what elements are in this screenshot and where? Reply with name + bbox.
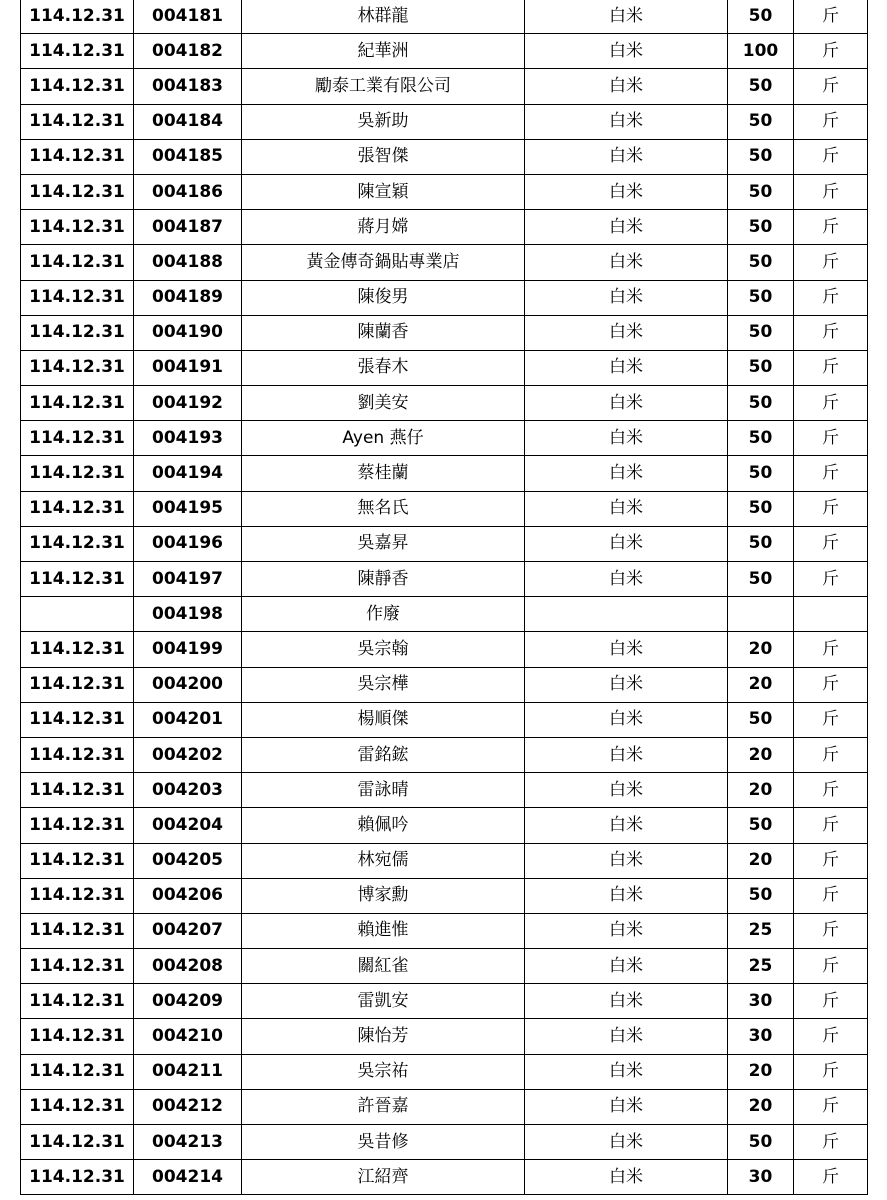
item-cell: 白米 [525, 456, 728, 491]
table-row [21, 597, 868, 632]
unit-cell: 斤 [794, 949, 868, 984]
date-cell: 114.12.31 [21, 34, 134, 69]
receipt-number-cell: 004185 [134, 139, 242, 174]
item-cell: 白米 [525, 0, 728, 34]
quantity-cell: 50 [728, 350, 794, 385]
quantity-cell: 20 [728, 773, 794, 808]
donor-name-cell: Ayen 燕仔 [242, 421, 525, 456]
unit-cell: 斤 [794, 632, 868, 667]
receipt-number-cell: 004204 [134, 808, 242, 843]
date-cell: 114.12.31 [21, 1160, 134, 1195]
donor-name-cell: 無名氏 [242, 491, 525, 526]
date-cell: 114.12.31 [21, 808, 134, 843]
date-cell: 114.12.31 [21, 737, 134, 772]
donor-name-cell: 張春木 [242, 350, 525, 385]
receipt-number-cell: 004199 [134, 632, 242, 667]
date-cell: 114.12.31 [21, 702, 134, 737]
table-body [21, 0, 868, 1195]
unit-cell: 斤 [794, 1125, 868, 1160]
unit-cell: 斤 [794, 315, 868, 350]
date-cell: 114.12.31 [21, 949, 134, 984]
table-row [21, 843, 868, 878]
unit-cell: 斤 [794, 913, 868, 948]
table-row [21, 0, 868, 34]
quantity-cell: 30 [728, 1160, 794, 1195]
unit-cell: 斤 [794, 174, 868, 209]
date-cell: 114.12.31 [21, 456, 134, 491]
table-row [21, 526, 868, 561]
item-cell: 白米 [525, 1019, 728, 1054]
unit-cell: 斤 [794, 104, 868, 139]
donor-name-cell: 吳昔修 [242, 1125, 525, 1160]
item-cell: 白米 [525, 737, 728, 772]
item-cell: 白米 [525, 245, 728, 280]
item-cell: 白米 [525, 421, 728, 456]
quantity-cell: 50 [728, 280, 794, 315]
donor-name-cell: 陳靜香 [242, 562, 525, 597]
receipt-number-cell: 004189 [134, 280, 242, 315]
unit-cell: 斤 [794, 386, 868, 421]
unit-cell: 斤 [794, 456, 868, 491]
receipt-number-cell: 004203 [134, 773, 242, 808]
quantity-cell: 50 [728, 491, 794, 526]
donor-name-cell: 吳宗樺 [242, 667, 525, 702]
donor-name-cell: 陳怡芳 [242, 1019, 525, 1054]
donor-name-cell: 博家勳 [242, 878, 525, 913]
item-cell: 白米 [525, 104, 728, 139]
receipt-number-cell: 004195 [134, 491, 242, 526]
donor-name-cell: 雷詠晴 [242, 773, 525, 808]
table-row [21, 1160, 868, 1195]
table-row [21, 280, 868, 315]
date-cell: 114.12.31 [21, 0, 134, 34]
item-cell: 白米 [525, 702, 728, 737]
table-row [21, 1125, 868, 1160]
date-cell: 114.12.31 [21, 491, 134, 526]
item-cell: 白米 [525, 984, 728, 1019]
quantity-cell: 20 [728, 632, 794, 667]
receipt-number-cell: 004181 [134, 0, 242, 34]
donor-name-cell: 陳俊男 [242, 280, 525, 315]
item-cell: 白米 [525, 280, 728, 315]
item-cell: 白米 [525, 34, 728, 69]
receipt-number-cell: 004192 [134, 386, 242, 421]
receipt-number-cell: 004212 [134, 1089, 242, 1124]
receipt-number-cell: 004197 [134, 562, 242, 597]
table-row [21, 456, 868, 491]
receipt-number-cell: 004201 [134, 702, 242, 737]
date-cell: 114.12.31 [21, 104, 134, 139]
date-cell: 114.12.31 [21, 315, 134, 350]
item-cell: 白米 [525, 526, 728, 561]
receipt-number-cell: 004193 [134, 421, 242, 456]
receipt-number-cell: 004194 [134, 456, 242, 491]
donor-name-cell: 陳蘭香 [242, 315, 525, 350]
item-cell: 白米 [525, 632, 728, 667]
unit-cell: 斤 [794, 667, 868, 702]
donor-name-cell: 張智傑 [242, 139, 525, 174]
donor-name-cell: 作廢 [242, 597, 525, 632]
unit-cell: 斤 [794, 245, 868, 280]
table-row [21, 913, 868, 948]
date-cell: 114.12.31 [21, 210, 134, 245]
quantity-cell: 50 [728, 386, 794, 421]
receipt-number-cell: 004206 [134, 878, 242, 913]
date-cell: 114.12.31 [21, 1089, 134, 1124]
receipt-number-cell: 004207 [134, 913, 242, 948]
table-row [21, 350, 868, 385]
date-cell: 114.12.31 [21, 386, 134, 421]
receipt-number-cell: 004211 [134, 1054, 242, 1089]
donor-name-cell: 關紅雀 [242, 949, 525, 984]
date-cell: 114.12.31 [21, 984, 134, 1019]
item-cell: 白米 [525, 69, 728, 104]
table-row [21, 245, 868, 280]
receipt-number-cell: 004187 [134, 210, 242, 245]
unit-cell: 斤 [794, 139, 868, 174]
item-cell: 白米 [525, 808, 728, 843]
item-cell [525, 597, 728, 632]
unit-cell: 斤 [794, 1089, 868, 1124]
table-row [21, 210, 868, 245]
quantity-cell: 50 [728, 421, 794, 456]
table-row [21, 949, 868, 984]
unit-cell: 斤 [794, 491, 868, 526]
donor-name-cell: 吳宗翰 [242, 632, 525, 667]
unit-cell: 斤 [794, 421, 868, 456]
quantity-cell: 20 [728, 667, 794, 702]
table-row [21, 562, 868, 597]
item-cell: 白米 [525, 773, 728, 808]
item-cell: 白米 [525, 1160, 728, 1195]
date-cell: 114.12.31 [21, 280, 134, 315]
table-row [21, 702, 868, 737]
donor-name-cell: 楊順傑 [242, 702, 525, 737]
donor-name-cell: 許晉嘉 [242, 1089, 525, 1124]
date-cell: 114.12.31 [21, 562, 134, 597]
quantity-cell: 20 [728, 843, 794, 878]
item-cell: 白米 [525, 562, 728, 597]
quantity-cell: 20 [728, 737, 794, 772]
quantity-cell: 50 [728, 562, 794, 597]
donor-name-cell: 紀華洲 [242, 34, 525, 69]
receipt-number-cell: 004182 [134, 34, 242, 69]
item-cell: 白米 [525, 210, 728, 245]
table-row [21, 1089, 868, 1124]
table-row [21, 1054, 868, 1089]
receipt-number-cell: 004196 [134, 526, 242, 561]
quantity-cell: 50 [728, 69, 794, 104]
unit-cell: 斤 [794, 1054, 868, 1089]
quantity-cell: 50 [728, 174, 794, 209]
receipt-number-cell: 004209 [134, 984, 242, 1019]
quantity-cell: 50 [728, 878, 794, 913]
item-cell: 白米 [525, 949, 728, 984]
date-cell: 114.12.31 [21, 421, 134, 456]
unit-cell [794, 597, 868, 632]
donor-name-cell: 吳嘉昇 [242, 526, 525, 561]
unit-cell: 斤 [794, 1019, 868, 1054]
quantity-cell: 25 [728, 913, 794, 948]
table-row [21, 174, 868, 209]
item-cell: 白米 [525, 139, 728, 174]
receipt-number-cell: 004188 [134, 245, 242, 280]
quantity-cell: 50 [728, 104, 794, 139]
donor-name-cell: 黃金傳奇鍋貼專業店 [242, 245, 525, 280]
donor-name-cell: 陳宣穎 [242, 174, 525, 209]
receipt-number-cell: 004208 [134, 949, 242, 984]
date-cell: 114.12.31 [21, 843, 134, 878]
donor-name-cell: 勵泰工業有限公司 [242, 69, 525, 104]
donor-name-cell: 賴進惟 [242, 913, 525, 948]
unit-cell: 斤 [794, 526, 868, 561]
date-cell: 114.12.31 [21, 773, 134, 808]
receipt-number-cell: 004190 [134, 315, 242, 350]
unit-cell: 斤 [794, 1160, 868, 1195]
item-cell: 白米 [525, 878, 728, 913]
quantity-cell: 20 [728, 1054, 794, 1089]
donor-name-cell: 江紹齊 [242, 1160, 525, 1195]
date-cell: 114.12.31 [21, 1054, 134, 1089]
item-cell: 白米 [525, 667, 728, 702]
receipt-number-cell: 004198 [134, 597, 242, 632]
table-row [21, 386, 868, 421]
quantity-cell: 50 [728, 139, 794, 174]
table-row [21, 69, 868, 104]
date-cell: 114.12.31 [21, 1125, 134, 1160]
date-cell: 114.12.31 [21, 245, 134, 280]
unit-cell: 斤 [794, 562, 868, 597]
item-cell: 白米 [525, 491, 728, 526]
unit-cell: 斤 [794, 350, 868, 385]
donor-name-cell: 吳宗祐 [242, 1054, 525, 1089]
table-row [21, 632, 868, 667]
table-row [21, 34, 868, 69]
donor-name-cell: 雷銘鋐 [242, 737, 525, 772]
unit-cell: 斤 [794, 737, 868, 772]
table-row [21, 315, 868, 350]
receipt-number-cell: 004205 [134, 843, 242, 878]
quantity-cell: 100 [728, 34, 794, 69]
donor-name-cell: 雷凱安 [242, 984, 525, 1019]
donor-name-cell: 劉美安 [242, 386, 525, 421]
item-cell: 白米 [525, 350, 728, 385]
table-row [21, 808, 868, 843]
unit-cell: 斤 [794, 984, 868, 1019]
item-cell: 白米 [525, 1054, 728, 1089]
table-row [21, 1019, 868, 1054]
table-row [21, 667, 868, 702]
unit-cell: 斤 [794, 773, 868, 808]
item-cell: 白米 [525, 1125, 728, 1160]
table-row [21, 737, 868, 772]
table-row [21, 491, 868, 526]
receipt-number-cell: 004202 [134, 737, 242, 772]
unit-cell: 斤 [794, 69, 868, 104]
item-cell: 白米 [525, 843, 728, 878]
quantity-cell: 50 [728, 526, 794, 561]
unit-cell: 斤 [794, 702, 868, 737]
item-cell: 白米 [525, 1089, 728, 1124]
date-cell: 114.12.31 [21, 878, 134, 913]
unit-cell: 斤 [794, 280, 868, 315]
donor-name-cell: 賴佩吟 [242, 808, 525, 843]
date-cell [21, 597, 134, 632]
item-cell: 白米 [525, 174, 728, 209]
table-row [21, 421, 868, 456]
date-cell: 114.12.31 [21, 69, 134, 104]
date-cell: 114.12.31 [21, 174, 134, 209]
unit-cell: 斤 [794, 878, 868, 913]
item-cell: 白米 [525, 315, 728, 350]
quantity-cell: 50 [728, 1125, 794, 1160]
item-cell: 白米 [525, 913, 728, 948]
quantity-cell: 50 [728, 315, 794, 350]
unit-cell: 斤 [794, 34, 868, 69]
date-cell: 114.12.31 [21, 667, 134, 702]
unit-cell: 斤 [794, 843, 868, 878]
donor-name-cell: 蔡桂蘭 [242, 456, 525, 491]
table-row [21, 773, 868, 808]
donor-name-cell: 蔣月嫦 [242, 210, 525, 245]
date-cell: 114.12.31 [21, 526, 134, 561]
quantity-cell: 50 [728, 702, 794, 737]
date-cell: 114.12.31 [21, 1019, 134, 1054]
table-row [21, 139, 868, 174]
quantity-cell: 50 [728, 456, 794, 491]
quantity-cell: 50 [728, 0, 794, 34]
receipt-number-cell: 004191 [134, 350, 242, 385]
receipt-number-cell: 004214 [134, 1160, 242, 1195]
date-cell: 114.12.31 [21, 139, 134, 174]
table-row [21, 104, 868, 139]
donation-table [20, 0, 868, 1195]
unit-cell: 斤 [794, 0, 868, 34]
quantity-cell: 50 [728, 808, 794, 843]
table-row [21, 878, 868, 913]
quantity-cell [728, 597, 794, 632]
unit-cell: 斤 [794, 210, 868, 245]
quantity-cell: 30 [728, 1019, 794, 1054]
quantity-cell: 30 [728, 984, 794, 1019]
receipt-number-cell: 004183 [134, 69, 242, 104]
date-cell: 114.12.31 [21, 632, 134, 667]
quantity-cell: 20 [728, 1089, 794, 1124]
receipt-number-cell: 004210 [134, 1019, 242, 1054]
date-cell: 114.12.31 [21, 350, 134, 385]
receipt-number-cell: 004213 [134, 1125, 242, 1160]
quantity-cell: 50 [728, 245, 794, 280]
quantity-cell: 50 [728, 210, 794, 245]
quantity-cell: 25 [728, 949, 794, 984]
date-cell: 114.12.31 [21, 913, 134, 948]
receipt-number-cell: 004186 [134, 174, 242, 209]
item-cell: 白米 [525, 386, 728, 421]
table-row [21, 984, 868, 1019]
unit-cell: 斤 [794, 808, 868, 843]
donor-name-cell: 林宛儒 [242, 843, 525, 878]
donor-name-cell: 林群龍 [242, 0, 525, 34]
receipt-number-cell: 004200 [134, 667, 242, 702]
receipt-number-cell: 004184 [134, 104, 242, 139]
donor-name-cell: 吳新助 [242, 104, 525, 139]
